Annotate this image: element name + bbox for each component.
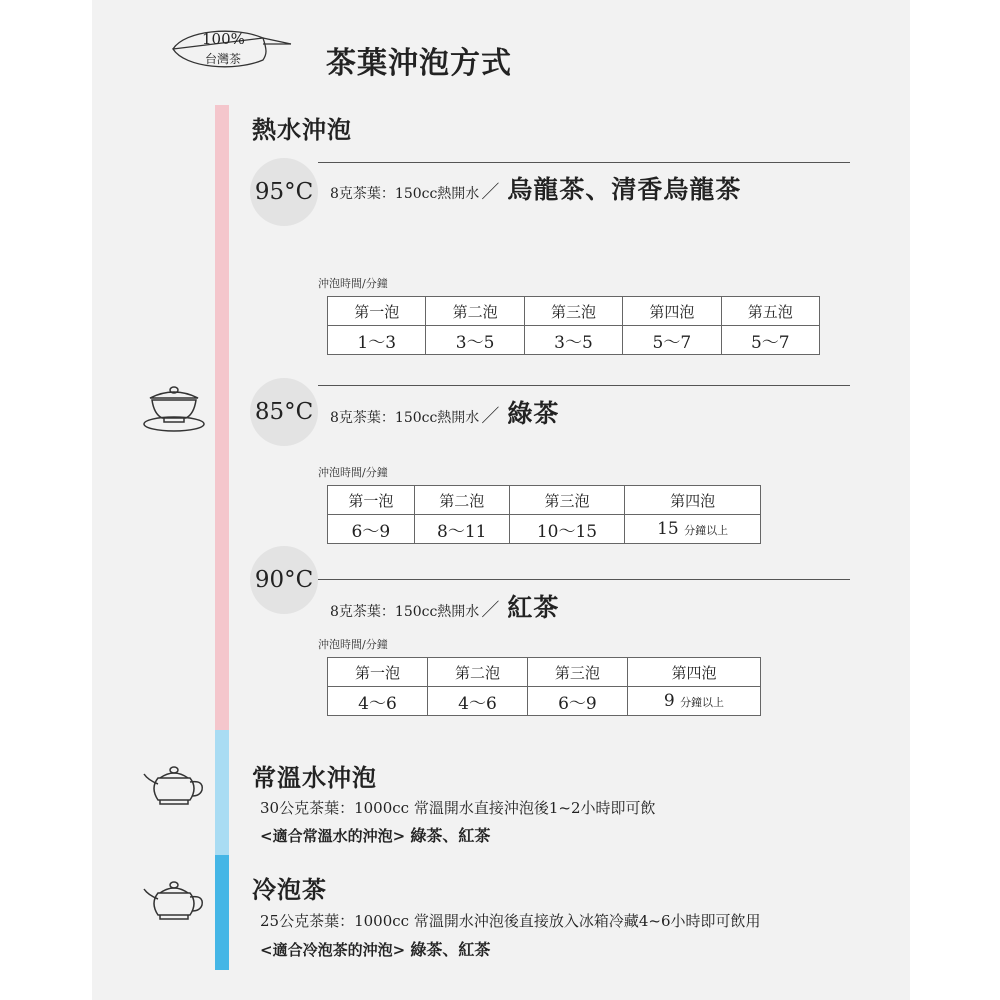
value-number: 15 [657,519,679,539]
brew-spec-green [330,394,559,430]
badge-percent: 100% [202,30,245,48]
table-header-cell: 第二泡 [414,486,509,515]
brew-time-table-95 [327,296,820,355]
spec-ratio: 8克茶葉：150cc熱開水 [330,604,480,620]
spec-slash: ／ [481,406,500,427]
hot-section-bar [215,105,229,730]
tea-type: 烏龍茶、清香烏龍茶 [507,175,742,204]
table-header-cell: 第四泡 [623,297,721,326]
table-value-cell: 4～6 [427,687,527,716]
table-header-cell: 第二泡 [426,297,524,326]
table-value-cell: 3～5 [426,326,524,355]
temp-badge-90: 90°C [250,546,318,614]
room-suitable [260,823,490,846]
brew-time-table-90 [327,657,761,716]
time-label: 沖泡時間/分鐘 [318,638,388,651]
table-value-cell: 6～9 [527,687,627,716]
table-value-cell: 10～15 [509,515,624,544]
page-title: 茶葉沖泡方式 [326,46,512,81]
suitable-label: <適合常溫水的沖泡> [260,827,406,845]
table-value-cell [627,687,760,716]
brew-spec-black [330,588,559,624]
spec-slash: ／ [481,182,500,203]
gaiwan-icon [140,378,208,436]
table-value-cell: 8～11 [414,515,509,544]
teapot-icon [140,762,208,810]
suitable-teas: 綠茶、紅茶 [410,940,491,959]
divider-line [318,579,850,580]
spec-slash: ／ [481,600,500,621]
room-section-title: 常溫水沖泡 [252,764,377,792]
table-header-cell: 第一泡 [328,658,428,687]
brew-spec-oolong [330,170,741,206]
divider-line [318,385,850,386]
hot-section-title: 熱水沖泡 [252,116,352,144]
table-header-cell: 第五泡 [721,297,819,326]
badge-taiwan-tea: 台灣茶 [205,52,242,66]
suitable-teas: 綠茶、紅茶 [410,826,491,845]
table-value-cell: 3～5 [524,326,622,355]
spec-ratio: 8克茶葉：150cc熱開水 [330,410,480,426]
value-suffix: 分鐘以上 [684,524,729,537]
time-label: 沖泡時間/分鐘 [318,277,388,290]
brew-time-table-85 [327,485,761,544]
temp-badge-85: 85°C [250,378,318,446]
temp-badge-95: 95°C [250,158,318,226]
teapot-icon [140,877,208,925]
table-header-cell: 第一泡 [328,297,426,326]
cold-section-bar [215,855,229,970]
table-header-cell: 第三泡 [524,297,622,326]
suitable-label: <適合冷泡茶的沖泡> [260,941,406,959]
tea-type: 綠茶 [507,399,560,428]
table-value-cell: 6～9 [328,515,415,544]
table-value-cell: 1～3 [328,326,426,355]
table-header-cell: 第四泡 [625,486,761,515]
cold-section-title: 冷泡茶 [252,876,327,904]
time-label: 沖泡時間/分鐘 [318,466,388,479]
table-header-cell: 第三泡 [527,658,627,687]
table-value-cell: 5～7 [623,326,721,355]
cold-suitable [260,937,490,960]
spec-ratio: 8克茶葉：150cc熱開水 [330,186,480,202]
value-suffix: 分鐘以上 [680,696,725,709]
table-header-cell: 第二泡 [427,658,527,687]
value-number: 9 [663,691,675,711]
table-value-cell: 5～7 [721,326,819,355]
table-header-cell: 第一泡 [328,486,415,515]
cold-instruction: 25公克茶葉：1000cc 常溫開水沖泡後直接放入冰箱冷藏4~6小時即可飲用 [260,912,761,930]
divider-line [318,162,850,163]
room-instruction: 30公克茶葉：1000cc 常溫開水直接沖泡後1~2小時即可飲 [260,799,656,817]
table-header-cell: 第三泡 [509,486,624,515]
tea-type: 紅茶 [507,593,560,622]
room-section-bar [215,730,229,855]
table-value-cell: 4～6 [328,687,428,716]
table-value-cell [625,515,761,544]
table-header-cell: 第四泡 [627,658,760,687]
